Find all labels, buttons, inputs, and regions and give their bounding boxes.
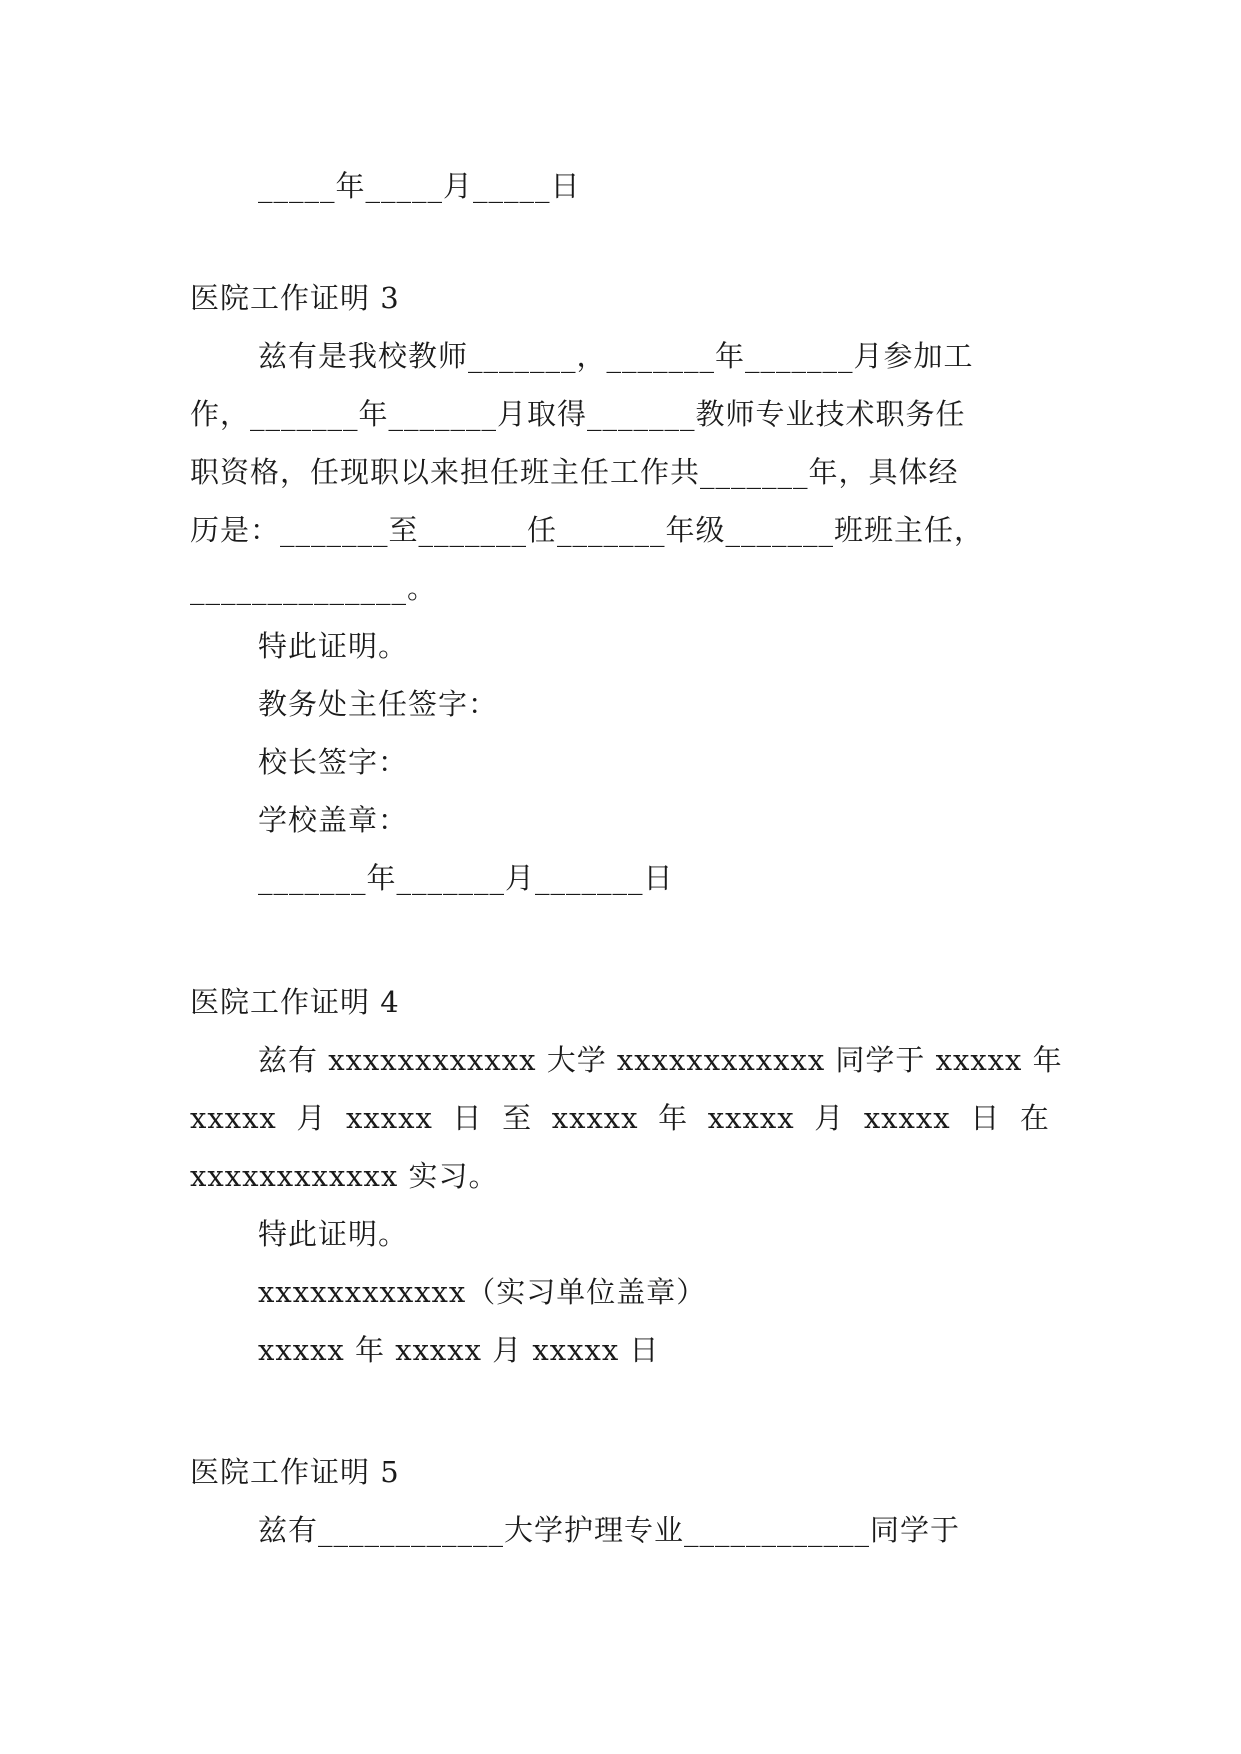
line-2-part: xxxxx bbox=[190, 1101, 277, 1135]
line-2-part: 至 bbox=[502, 1101, 533, 1135]
section-4-title: 医院工作证明 4 bbox=[190, 985, 400, 1019]
section-3-title: 医院工作证明 3 bbox=[190, 281, 400, 315]
line-2-part: xxxxx bbox=[707, 1101, 795, 1135]
line-2-part: 月 bbox=[296, 1101, 327, 1135]
section-3-school-seal: 学校盖章： bbox=[258, 803, 409, 837]
line-2-part: 年 bbox=[658, 1101, 689, 1135]
section-3-certify: 特此证明。 bbox=[258, 629, 409, 663]
section-4-para-line-1: 兹有 xxxxxxxxxxxx 大学 xxxxxxxxxxxx 同学于 xxxxx 年 bbox=[258, 1043, 1063, 1077]
section-3-para-line-5: ______________。 bbox=[190, 571, 438, 605]
section-3-para-line-3: 职资格，任现职以来担任班主任工作共_______年，具体经 bbox=[190, 455, 959, 489]
section-4-date: xxxxx 年 xxxxx 月 xxxxx 日 bbox=[258, 1333, 660, 1367]
section-4-para-line-3: xxxxxxxxxxxx 实习。 bbox=[190, 1159, 499, 1193]
line-2-part: xxxxx bbox=[551, 1101, 639, 1135]
line-2-part: xxxxx bbox=[346, 1101, 433, 1135]
section-5-title: 医院工作证明 5 bbox=[190, 1455, 400, 1489]
section-3-para-line-4: 历是：_______至_______任_______年级_______班班主任， bbox=[190, 513, 985, 547]
section-3-date: _______年_______月_______日 bbox=[258, 861, 674, 895]
section-3-para-line-1: 兹有是我校教师_______，_______年_______月参加工 bbox=[258, 339, 974, 373]
line-2-part: 在 bbox=[1019, 1101, 1050, 1135]
section-3-para-line-2: 作，_______年_______月取得_______教师专业技术职务任 bbox=[190, 397, 966, 431]
section-3-principal-signature: 校长签字： bbox=[258, 745, 409, 779]
section-4-para-line-2 bbox=[190, 1100, 1050, 1136]
line-2-part: xxxxx bbox=[863, 1101, 951, 1135]
section-4-unit-seal: xxxxxxxxxxxx（实习单位盖章） bbox=[258, 1275, 707, 1309]
line-2-part: 日 bbox=[970, 1101, 1001, 1135]
section-5-para-line-1: 兹有____________大学护理专业____________同学于 bbox=[258, 1513, 961, 1547]
top-date-line: _____年_____月_____日 bbox=[258, 169, 581, 203]
section-4-certify: 特此证明。 bbox=[258, 1217, 409, 1251]
line-2-part: 月 bbox=[814, 1101, 845, 1135]
line-2-part: 日 bbox=[452, 1101, 483, 1135]
section-3-dean-signature: 教务处主任签字： bbox=[258, 687, 499, 721]
